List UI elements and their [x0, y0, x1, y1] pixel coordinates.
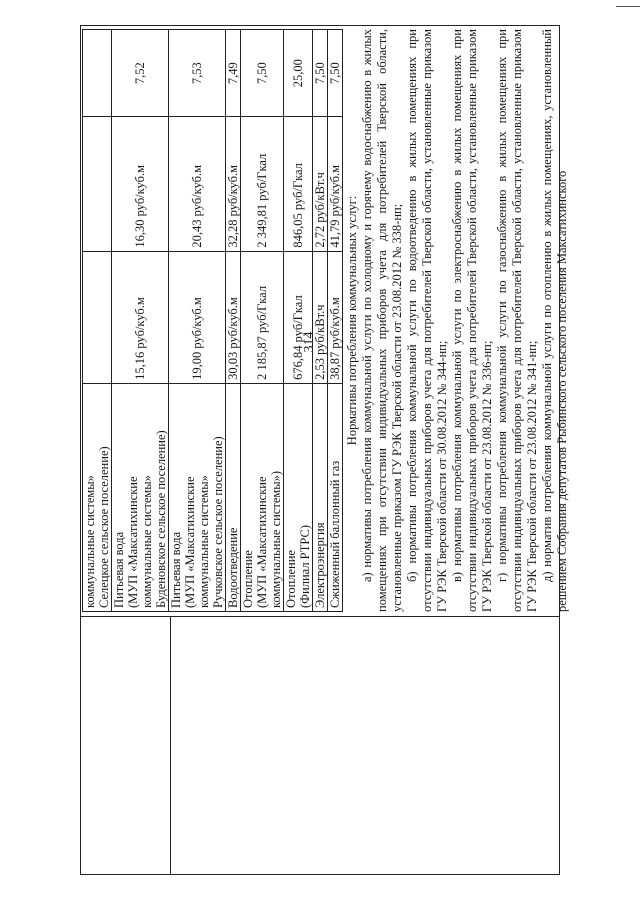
norm-paragraph-d: г) нормативы потребления коммунальной услуги по газоснабжению в жилых помещениях при отсутствии индивидуальных приборов учета для потребителей Тверской области, установленные приказом ГУ РЭК Тверской области от 23.08.2012 № 341-нп; — [495, 29, 539, 612]
table-row — [313, 30, 328, 612]
row-price-a-cell — [83, 251, 112, 383]
row-value-cell: 7,49 — [226, 30, 241, 117]
norm-paragraph-e: д) норматив потребления коммунальной услуги по отоплению в жилых помещениях, установленный решением Собрания депутатов Рыбинского сельского поселения Максатихинского — [540, 29, 569, 612]
row-price-b-cell: 20,43 руб/куб.м — [169, 117, 226, 251]
row-name-cell: коммунальные системы» Селецкое сельское поселение) — [83, 383, 112, 611]
content-area — [82, 29, 570, 612]
row-price-a-cell: 19,00 руб/куб.м — [169, 251, 226, 383]
row-name-cell: Питьевая вода (МУП «Максатихинские коммунальные системы» Ручковское сельское поселение) — [169, 383, 226, 611]
norms-section — [345, 29, 570, 612]
left-column-rule — [170, 617, 171, 875]
row-price-b-cell: 2,72 руб/кВт.ч — [313, 117, 328, 251]
row-value-cell: 7,52 — [112, 30, 169, 117]
row-name-cell: Водоотведение — [226, 383, 241, 611]
table-row — [328, 30, 343, 612]
row-name-cell: Отопление (МУП «Максатихинские коммунальные системы») — [241, 383, 284, 611]
rotated-page-content — [80, 25, 569, 875]
row-price-b-cell: 16,30 руб/куб.м — [112, 117, 169, 251]
row-value-cell: 25,00 — [284, 30, 313, 117]
table-row — [284, 30, 313, 612]
norms-heading: Нормативы потребления коммунальных услуг: — [345, 195, 359, 446]
page-number: 314 — [302, 331, 317, 353]
row-price-b-cell: 2 349,81 руб/Гкал — [241, 117, 284, 251]
row-price-a-cell: 676,84 руб/Гкал — [284, 251, 313, 383]
row-name-cell: Электроэнергия — [313, 383, 328, 611]
row-value-cell: 7,50 — [328, 30, 343, 117]
norm-paragraph-c: в) нормативы потребления коммунальной услуги по электроснабжению в жилых помещениях при отсутствии индивидуальных приборов учета для потребителей Тверской области, установленные приказом ГУ РЭК Тверской области от 23.08.2012 № 336-нп; — [450, 29, 494, 612]
row-price-b-cell: 846,05 руб/Гкал — [284, 117, 313, 251]
tariff-table-body — [83, 30, 343, 612]
row-value-cell: 7,53 — [169, 30, 226, 117]
corner-mark — [616, 6, 640, 7]
row-value-cell: 7,50 — [313, 30, 328, 117]
row-price-a-cell: 15,16 руб/куб.м — [112, 251, 169, 383]
norm-paragraph-b: б) нормативы потребления коммунальной услуги по водоотведению в жилых помещениях при отсутствии индивидуальных приборов учета для потребителей Тверской области, установленные приказом ГУ РЭК Тверской области от 30.08.2012 № 344-нп; — [405, 29, 449, 612]
row-price-b-cell: 41,79 руб/куб.м — [328, 117, 343, 251]
row-value-cell: 7,50 — [241, 30, 284, 117]
table-row — [241, 30, 284, 612]
table-row — [169, 30, 226, 612]
left-column-divider — [80, 616, 560, 617]
row-price-a-cell: 38,87 руб/куб.м — [328, 251, 343, 383]
table-row — [112, 30, 169, 612]
row-value-cell — [83, 30, 112, 117]
row-price-a-cell: 2 185,87 руб/Гкал — [241, 251, 284, 383]
row-name-cell: Отопление (Филиал РТРС) — [284, 383, 313, 611]
row-name-cell: Сжиженный баллонный газ — [328, 383, 343, 611]
row-price-a-cell: 2,53 руб/кВт.ч — [313, 251, 328, 383]
norm-paragraph-a: а) нормативы потребления коммунальной услуги по холодному и горячему водоснабжению в жилых помещениях при отсутствии индивидуальных приборов учета для потребителей Тверской области, установленные приказом ГУ РЭК Тверской области от 23.08.2012 № 338-нп; — [360, 29, 404, 612]
row-price-b-cell: 32,28 руб/куб.м — [226, 117, 241, 251]
table-row — [83, 30, 112, 612]
row-price-a-cell: 30,03 руб/куб.м — [226, 251, 241, 383]
row-price-b-cell — [83, 117, 112, 251]
tariff-table — [82, 29, 343, 612]
row-name-cell: Питьевая вода (МУП «Максатихинские коммунальные системы» Буденовское сельское поселение) — [112, 383, 169, 611]
table-row — [226, 30, 241, 612]
